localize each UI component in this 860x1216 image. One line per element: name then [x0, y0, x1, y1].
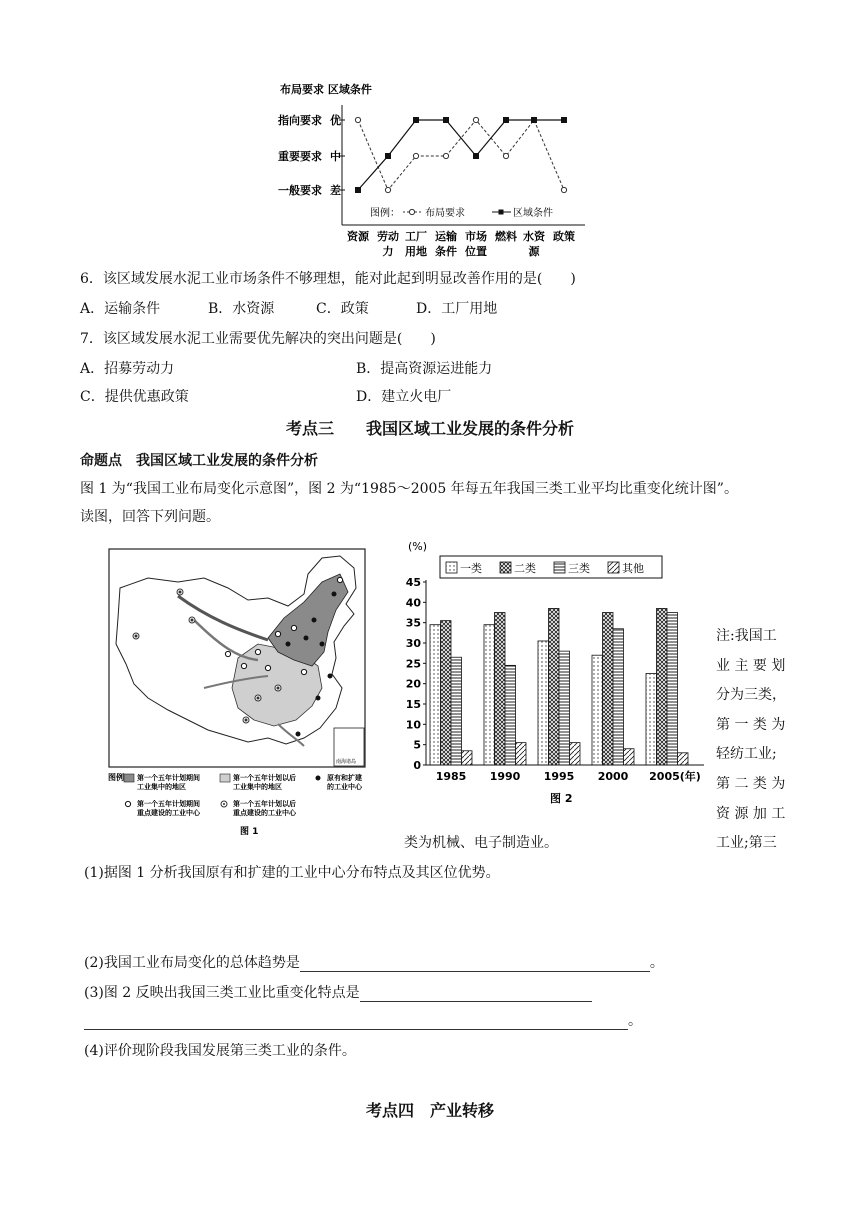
bar-legend-swatch	[500, 562, 511, 573]
chart1-left-axis-labels	[278, 113, 322, 197]
intro-line-2: 读图，回答下列问题。	[80, 509, 220, 525]
sq3-suffix: 。	[628, 1013, 642, 1029]
chart1-header: 布局要求 区域条件	[280, 83, 372, 96]
bar-二类-1990	[495, 613, 506, 766]
bar-y-tick-label: 30	[405, 637, 421, 650]
bar-二类-2000	[603, 613, 614, 766]
china-industry-map	[108, 548, 368, 838]
chart1-right-label: 差	[330, 184, 341, 197]
q7-option-d[interactable]: D．建立火电厂	[356, 389, 452, 405]
q6-option-d[interactable]: D．工厂用地	[416, 301, 498, 317]
note-line: 业 主 要 划	[716, 657, 786, 674]
map-legend-text-2: 工业集中的地区	[233, 783, 282, 791]
chart1-right-axis-labels	[330, 113, 341, 197]
sq2-answer-blank[interactable]	[300, 957, 650, 972]
q7-option-b[interactable]: B．提高资源运进能力	[356, 361, 493, 377]
layout-point	[443, 153, 448, 158]
layout-point	[413, 153, 418, 158]
map-legend-text-2: 重点建设的工业中心	[137, 809, 200, 817]
q7-option-a[interactable]: A．招募劳动力	[80, 361, 175, 377]
map-legend-text: 第一个五年计划以后	[233, 774, 296, 782]
bar-x-label: 1985	[435, 770, 467, 783]
bar-y-tick-label: 0	[413, 759, 421, 772]
bar-一类-1990	[484, 625, 495, 765]
chart1-right-label: 优	[330, 114, 341, 127]
chart1-legend	[370, 206, 553, 219]
legend-dot-later-center	[223, 803, 225, 805]
chart1-x-label: 劳动	[377, 230, 399, 243]
bar-y-axis	[406, 576, 426, 772]
chart1-x-label-2: 位置	[465, 245, 487, 258]
bar-y-unit: (%)	[408, 540, 428, 553]
q7-option-c[interactable]: C．提供优惠政策	[80, 389, 189, 405]
chart1-x-labels	[347, 229, 575, 258]
chart1-legend-layout: 布局要求	[425, 208, 465, 219]
bar-三类-1985	[451, 657, 462, 765]
bar-legend-swatch	[446, 562, 457, 573]
bar-其他-2000	[624, 749, 635, 765]
chart1-x-label: 燃料	[495, 230, 517, 243]
sub-question-3-line-2	[84, 1010, 642, 1030]
bar-legend-swatch	[554, 562, 565, 573]
chart1-right-label: 中	[330, 150, 341, 163]
chart1-legend-region: 区域条件	[513, 208, 553, 219]
chart1-x-label: 政策	[553, 230, 575, 243]
sub-question-1: (1)据图 1 分析我国原有和扩建的工业中心分布特点及其区位优势。	[84, 865, 500, 881]
sq3-answer-blank-2[interactable]	[84, 1015, 628, 1030]
bar-y-tick-label: 10	[405, 718, 421, 732]
sq3-answer-blank-1[interactable]	[360, 987, 592, 1002]
bar-y-tick-label: 25	[405, 657, 421, 671]
layout-point	[561, 187, 566, 192]
legend-dot-first-plan	[125, 801, 130, 806]
region-point	[503, 117, 509, 123]
region-point	[413, 117, 419, 123]
region-point	[385, 153, 391, 159]
q6-option-c[interactable]: C．政策	[316, 301, 369, 317]
bar-legend-label: 一类	[460, 562, 482, 575]
q6-option-a[interactable]: A．运输条件	[80, 301, 161, 317]
chart1-x-label: 资源	[347, 230, 369, 243]
question-7-stem: 7．该区域发展水泥工业需要优先解决的突出问题是( )	[80, 331, 436, 347]
note-line: 注:我国工	[716, 628, 777, 644]
bar-x-label: 1995	[543, 770, 575, 783]
layout-point	[385, 187, 390, 192]
bar-三类-2005	[667, 613, 678, 766]
bar-series	[430, 608, 688, 765]
bar-二类-1985	[441, 621, 452, 765]
bar-一类-1995	[538, 641, 549, 765]
sq2-suffix: 。	[649, 955, 664, 971]
map-caption: 图 1	[240, 827, 259, 837]
bar-其他-1995	[570, 743, 581, 765]
bar-一类-1985	[430, 625, 441, 765]
chart1-left-label: 一般要求	[278, 184, 322, 197]
note-box	[716, 622, 786, 859]
chart1-x-label-2: 力	[382, 245, 394, 258]
bar-y-tick-label: 5	[413, 738, 421, 752]
chart1-left-label: 重要要求	[278, 150, 322, 163]
region-point	[531, 117, 537, 123]
map-legend-text: 原有和扩建	[327, 774, 362, 782]
topic-heading: 命题点 我国区域工业发展的条件分析	[80, 453, 318, 469]
chart1-left-label: 指向要求	[278, 114, 322, 127]
inset-label: 南海诸岛	[336, 759, 357, 765]
legend-swatch-later	[220, 774, 230, 782]
map-legend	[124, 773, 363, 817]
layout-point	[503, 153, 508, 158]
bar-legend-label: 二类	[514, 562, 536, 575]
bar-x-label: 2000	[597, 770, 629, 783]
bar-一类-2000	[592, 655, 603, 765]
bar-x-label: 2005(年)	[649, 770, 701, 783]
bar-其他-1990	[516, 743, 527, 765]
q6-option-b[interactable]: B．水资源	[208, 301, 275, 317]
bar-y-tick-label: 40	[405, 596, 421, 610]
legend-region-marker	[499, 210, 504, 215]
chart1-x-label: 市场	[465, 230, 487, 243]
map-legend-text: 第一个五年计划期间	[137, 774, 200, 782]
map-legend-text-2: 工业集中的地区	[137, 783, 186, 791]
note-line: 轻纺工业;	[716, 746, 777, 763]
region-point	[355, 187, 361, 193]
bar-caption: 图 2	[550, 792, 573, 805]
chart1-x-label: 水资	[523, 230, 545, 243]
chart1-x-label-2: 条件	[435, 245, 457, 258]
layout-point	[355, 117, 360, 122]
bar-y-tick-label: 20	[405, 677, 421, 691]
note-line: 第 二 类 为	[716, 775, 786, 792]
bar-x-axis	[426, 765, 704, 783]
map-legend-text: 第一个五年计划期间	[137, 800, 200, 808]
bar-y-tick-label: 45	[405, 576, 421, 589]
region-condition-points	[355, 117, 567, 193]
bar-y-tick-label: 35	[405, 616, 421, 630]
chart1-legend-prefix: 图例：	[370, 208, 400, 219]
map-legend-text-2: 的工业中心	[327, 783, 362, 791]
region-point	[443, 117, 449, 123]
sub-question-4: (4)评价现阶段我国发展第三类工业的条件。	[84, 1043, 356, 1059]
sq2-prefix: (2)我国工业布局变化的总体趋势是	[84, 955, 300, 971]
map-legend-title: 图例	[108, 773, 124, 782]
bar-其他-2005	[678, 753, 689, 765]
note-line: 工业;第三	[716, 835, 777, 852]
layout-condition-chart	[270, 80, 600, 270]
bar-二类-1995	[549, 608, 560, 765]
intro-line-1: 图 1 为“我国工业布局变化示意图”，图 2 为“1985～2005 年每五年我国三类工业平均比重变化统计图”。	[80, 481, 738, 497]
sq3-prefix: (3)图 2 反映出我国三类工业比重变化特点是	[84, 985, 360, 1001]
sub-question-3	[84, 982, 592, 1002]
chart1-x-label: 运输	[435, 230, 457, 243]
bar-三类-1990	[505, 665, 516, 765]
bar-legend-label: 其他	[622, 562, 644, 575]
chart1-x-label-2: 用地	[405, 245, 427, 258]
legend-swatch-first-plan	[124, 774, 134, 782]
bar-y-tick-label: 15	[405, 698, 421, 711]
bar-一类-2005	[646, 674, 657, 766]
note-line: 分为三类，	[716, 687, 786, 704]
sub-question-2	[84, 952, 664, 972]
question-6-stem: 6．该区域发展水泥工业市场条件不够理想，能对此起到明显改善作用的是( )	[80, 271, 576, 287]
industry-share-bar-chart	[404, 536, 714, 806]
section-3-title: 考点三 我国区域工业发展的条件分析	[285, 419, 574, 438]
bar-二类-2005	[657, 608, 668, 765]
layout-point	[473, 117, 478, 122]
section-4-title: 考点四 产业转移	[365, 1101, 494, 1120]
legend-dot-existing	[316, 776, 321, 781]
bar-三类-1995	[559, 651, 570, 765]
legend-layout-marker	[409, 209, 414, 214]
map-legend-text-2: 重点建设的工业中心	[233, 809, 296, 817]
bar-三类-2000	[613, 629, 624, 765]
bar-legend-label: 三类	[568, 562, 590, 575]
region-point	[473, 153, 479, 159]
chart1-x-label: 工厂	[405, 230, 427, 243]
note-line: 第 一 类 为	[716, 716, 786, 733]
bar-其他-1985	[462, 751, 473, 765]
map-legend-text: 第一个五年计划以后	[233, 800, 296, 808]
bar-legend-swatch	[608, 562, 619, 573]
note-last-line: 类为机械、电子制造业。	[404, 835, 558, 851]
bar-x-label: 1990	[489, 770, 521, 783]
chart1-x-label-2: 源	[528, 245, 540, 258]
note-line: 资 源 加 工	[716, 805, 786, 822]
region-point	[561, 117, 567, 123]
